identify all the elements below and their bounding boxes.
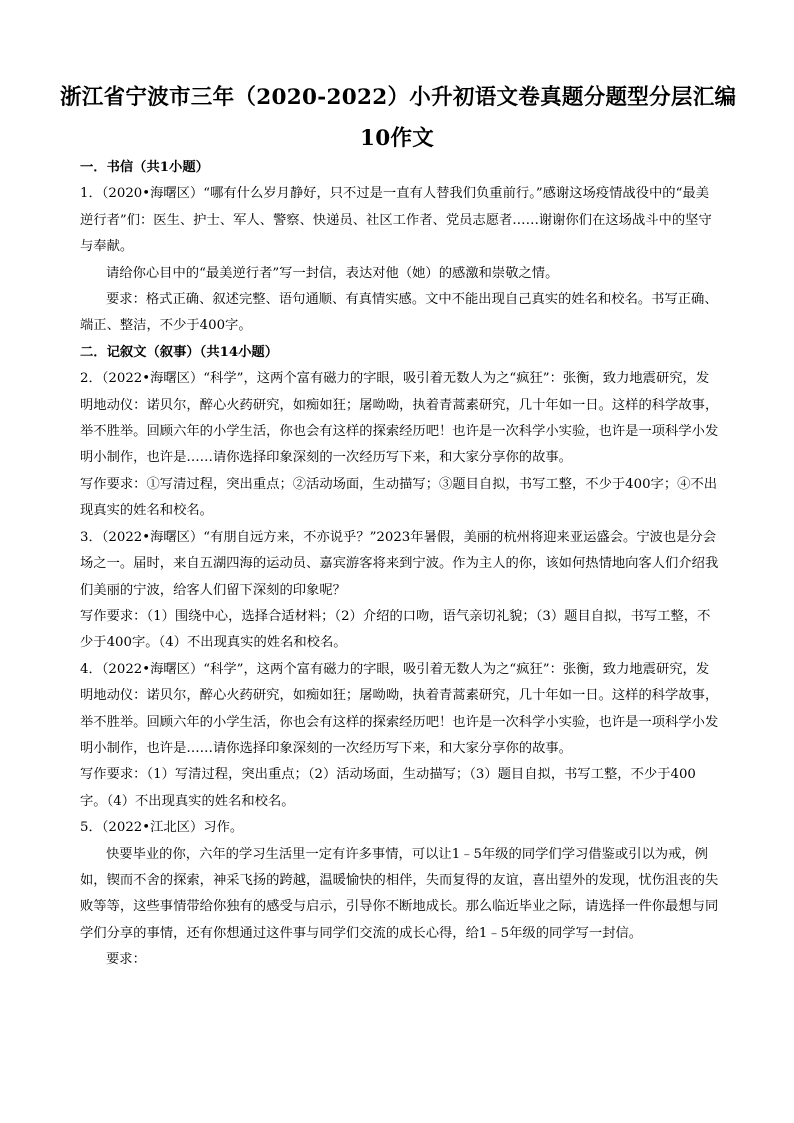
question-paragraph: 2．（2022•海曙区）“科学”，这两个富有磁力的字眼，吸引着无数人为之“疯狂”：张衡，致力地震研究，发明地动仪：诺贝尔，醉心火药研究，如痴如狂；屠呦呦，执着青蒿素研究，几十年如一日。这样的科学故事，举不胜举。回顾六年的小学生活，你也会有这样的探索经历吧！也许是一次科学小实验，也许是一项科学小发明小制作，也许是……请你选择印象深刻的一次经历写下来，和大家分享你的故事。 bbox=[80, 371, 719, 466]
section-heading: 二．记叙文（叙事）（共14小题） bbox=[80, 344, 279, 360]
question-paragraph: 快要毕业的你，六年的学习生活里一定有许多事情，可以让1﹣5年级的同学们学习借鉴或引以为戒，例如，锲而不舍的探索，神采飞扬的跨越，温暖愉快的相伴，失而复得的友谊，喜出望外的发现，忧伤沮丧的失败等等，这些事情带给你独有的感受与启示，引导你不断地成长。那么临近毕业之际，请选择一件你最想与同学们分享的事情，还有你想通过这件事与同学们交流的成长心得，给1﹣5年级的同学写一封信。 bbox=[80, 846, 719, 941]
document-subtitle: 10作文 bbox=[359, 126, 435, 151]
question-requirements: 写作要求：（1）围绕中心，选择合适材料；（2）介绍的口吻，语气亲切礼貌；（3）题目自拟，书写工整，不少于400字。（4）不出现真实的姓名和校名。 bbox=[80, 608, 711, 651]
question-requirements: 要求： bbox=[106, 952, 146, 968]
document-body bbox=[80, 155, 722, 974]
question-paragraph: 4．（2022•海曙区）“科学”，这两个富有磁力的字眼，吸引着无数人为之“疯狂”：张衡，致力地震研究，发明地动仪：诺贝尔，醉心火药研究，如痴如狂；屠呦呦，执着青蒿素研究，几十年如一日。这样的科学故事，举不胜举。回顾六年的小学生活，你也会有这样的探索经历吧！也许是一次科学小实验，也许是一项科学小发明小制作，也许是……请你选择印象深刻的一次经历写下来，和大家分享你的故事。 bbox=[80, 661, 719, 756]
question-paragraph: 1．（2020•海曙区）“哪有什么岁月静好，只不过是一直有人替我们负重前行。”感谢这场疫情战役中的“最美逆行者”们：医生、护士、军人、警察、快递员、社区工作者、党员志愿者……谢谢你们在这场战斗中的坚守与奉献。 bbox=[80, 186, 712, 255]
section-heading: 一．书信（共1小题） bbox=[80, 160, 209, 175]
question-requirements: 写作要求：（1）写清过程，突出重点；（2）活动场面，生动描写；（3）题目自拟，书写工整，不少于400字。（4）不出现真实的姓名和校名。 bbox=[80, 767, 696, 809]
document-title: 浙江省宁波市三年（2020-2022）小升初语文卷真题分题型分层汇编 bbox=[60, 85, 737, 110]
question-paragraph: 5．（2022•江北区）习作。 bbox=[80, 820, 244, 836]
question-requirements: 要求：格式正确、叙述完整、语句通顺、有真情实感。文中不能出现自己真实的姓名和校名。书写正确、端正、整洁，不少于400字。 bbox=[80, 292, 718, 334]
question-paragraph: 请给你心目中的“最美逆行者”写一封信，表达对他（她）的感激和崇敬之情。 bbox=[106, 265, 559, 281]
question-requirements: 写作要求：①写清过程，突出重点；②活动场面，生动描写；③题目自拟，书写工整，不少于400字；④不出现真实的姓名和校名。 bbox=[80, 476, 718, 519]
question-paragraph: 3．（2022•海曙区）“有朋自远方来，不亦说乎？”2023年暑假，美丽的杭州将迎来亚运盛会。宁波也是分会场之一。届时，来自五湖四海的运动员、嘉宾游客将来到宁波。作为主人的你，该如何热情地向客人们介绍我们美丽的宁波，给客人们留下深刻的印象呢？ bbox=[80, 529, 719, 598]
